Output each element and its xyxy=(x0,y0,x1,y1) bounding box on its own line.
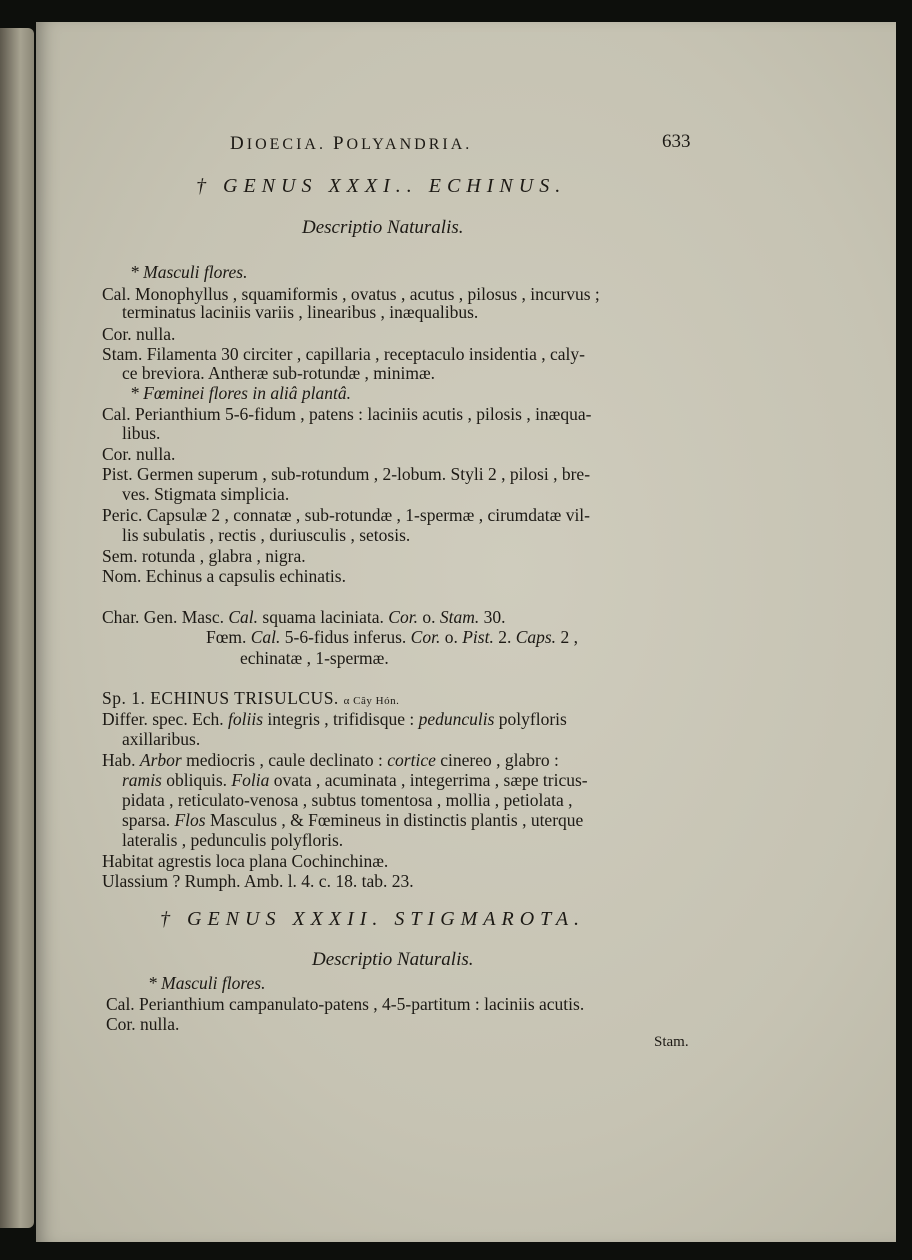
text-line: Peric. Capsulæ 2 , connatæ , sub-rotundæ , 1-spermæ , cirumdatæ vil- xyxy=(102,505,591,525)
habitus-line-5: lateralis , pedunculis polyfloris. xyxy=(122,830,344,850)
catchword: Stam. xyxy=(654,1034,689,1050)
text-line: Cor. nulla. xyxy=(102,444,176,464)
masculi-flores-heading: * Masculi flores. xyxy=(130,262,248,282)
text-line: Stam. Filamenta 30 circiter , capillaria , receptaculo insidentia , caly- xyxy=(102,344,586,364)
ulassium-line: Ulassium ? Rumph. Amb. l. 4. c. 18. tab. 23. xyxy=(102,871,414,891)
text-line: ce breviora. Antheræ sub-rotundæ , minimæ. xyxy=(122,363,436,383)
habitus-line-2: ramis obliquis. Folia ovata , acuminata , integerrima , sæpe tricus- xyxy=(122,770,588,790)
left-page-edge xyxy=(0,28,34,1228)
running-head: DIOECIA. POLYANDRIA. xyxy=(230,133,473,154)
text-line: Cal. Perianthium 5-6-fidum , patens : laciniis acutis , pilosis , inæqua- xyxy=(102,404,592,424)
text-line: Pist. Germen superum , sub-rotundum , 2-lobum. Styli 2 , pilosi , bre- xyxy=(102,464,591,484)
foeminei-flores-line: * Fœminei flores in aliâ plantâ. xyxy=(130,383,352,403)
book-page xyxy=(36,22,896,1242)
text-line: libus. xyxy=(122,423,161,443)
text-line: Nom. Echinus a capsulis echinatis. xyxy=(102,566,346,586)
genus-31-description-title: Descriptio Naturalis. xyxy=(302,217,464,238)
species-heading: Sp. 1. ECHINUS TRISULCUS. α Cây Hón. xyxy=(102,688,400,708)
habitat-line: Habitat agrestis loca plana Cochinchinæ. xyxy=(102,851,389,871)
text-line: lis subulatis , rectis , duriusculis , setosis. xyxy=(122,525,411,545)
text-line: ves. Stigmata simplicia. xyxy=(122,484,290,504)
char-gen-masc: Char. Gen. Masc. Cal. squama laciniata. Cor. o. Stam. 30. xyxy=(102,607,506,627)
habitus-line: Hab. Arbor mediocris , caule declinato : cortice cinereo , glabro : xyxy=(102,750,559,770)
differentia-continued: axillaribus. xyxy=(122,729,201,749)
text-line: Sem. rotunda , glabra , nigra. xyxy=(102,546,306,566)
differentia-line: Differ. spec. Ech. foliis integris , trifidisque : pedunculis polyfloris xyxy=(102,709,567,729)
text-line: terminatus laciniis variis , linearibus , inæqualibus. xyxy=(122,302,479,322)
char-gen-foem: Fœm. Cal. 5-6-fidus inferus. Cor. o. Pist. 2. Caps. 2 , xyxy=(206,627,578,647)
genus-31-title: † GENUS XXXI.. ECHINUS. xyxy=(196,175,567,197)
text-line: Cor. nulla. xyxy=(106,1014,180,1034)
text-line: Cal. Perianthium campanulato-patens , 4-5-partitum : laciniis acutis. xyxy=(106,994,585,1014)
text-line: Cal. Monophyllus , squamiformis , ovatus , acutus , pilosus , incurvus ; xyxy=(102,284,600,304)
habitus-line-4: sparsa. Flos Masculus , & Fœmineus in distinctis plantis , uterque xyxy=(122,810,584,830)
char-gen-foem-continued: echinatæ , 1-spermæ. xyxy=(240,648,389,668)
page-number: 633 xyxy=(662,131,691,152)
habitus-line-3: pidata , reticulato-venosa , subtus tomentosa , mollia , petiolata , xyxy=(122,790,573,810)
text-line: Cor. nulla. xyxy=(102,324,176,344)
genus-32-title: † GENUS XXXII. STIGMAROTA. xyxy=(160,908,586,930)
masculi-flores-heading: * Masculi flores. xyxy=(148,973,266,993)
genus-32-description-title: Descriptio Naturalis. xyxy=(312,949,474,970)
